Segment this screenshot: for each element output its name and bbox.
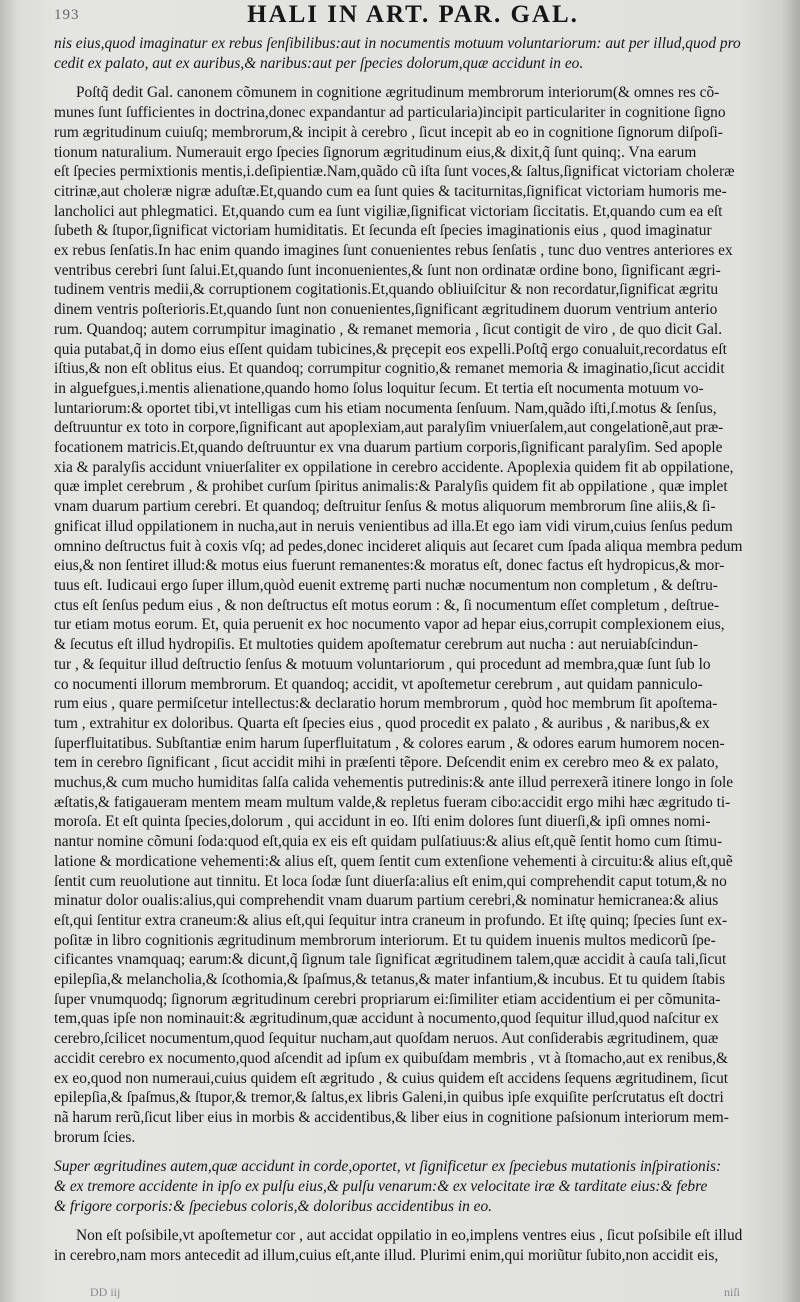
text-line: nantur nomine cõmuni ſoda:quod eſt,quia ex eis eſt quidam pulſatiuus:& alius eſt,quẽ ſentit homo cum ſtimu-	[54, 833, 723, 851]
paragraph-gap	[54, 1147, 772, 1157]
text-line: cificantes vnamquaq; earum:& dicunt,q̃ ſignum tale ſignificat ægritudinem talem,quæ accidit à cauſa tali,ſicut	[54, 951, 727, 969]
text-line: nis eius,quod imaginatur ex rebus ſenſibilibus:aut in nocumentis motuum voluntariorum: aut per illud,quod pro	[54, 35, 741, 52]
text-line: æſtatis,& fatigaueram mentem meam multum valde,& repletus fueram cibo:accidit ergo mihi hæc ægritudo ti-	[54, 793, 731, 811]
text-line: epilepſia,& ſpaſmus,& ſtupor,& tremor,& ſaltus,ex libris Galeni,in quibus ipſe exquiſite perſcrutatus eſt doctri	[54, 1089, 724, 1107]
text-line: tem,quas ipſe non nominauit:& ægritudinum,quæ accidunt à nocumento,quod ſequitur illud,quod naſcitur ex	[54, 1010, 719, 1028]
text-line: luntariorum:& oportet tibi,vt intelligas cum his etiam nocumenta ſenſuum. Nam,quãdo iſti,ſ.motus & ſenſus,	[54, 399, 717, 417]
text-line: ctus eſt ſenſus pedum eius , & non deſtructus eſt motus eorum : &, ſi nocumentum eſſet completum , deſtrue-	[54, 596, 720, 614]
text-line: gnificat illud oppilationem in nucha,aut in neruis venientibus ad illa.Et ego iam vidi virum,cuius ſenſus pedum	[54, 517, 733, 535]
text-line: xia & paralyſis accidunt vniuerſaliter ex oppilatione in cerebro accidente. Apoplexia quidem fit ab oppilatione,	[54, 458, 734, 476]
text-line: rum eius , quare permiſcetur intellectus:& declaratio horum membrorum , quòd hoc membrum ſit apoſtema-	[54, 695, 718, 713]
text-line: eius,& non ſentiret illud:& motus eius fuerunt remanentes:& moratus eſt, donec factus eſt hydropicus,& mor-	[54, 557, 725, 575]
text-line: quia putabat,q̃ in domo eius eſſent quidam tubicines,& pręcepit eos expelli.Poſtq̃ ergo conualuit,recordatus eſt	[54, 340, 727, 358]
text-line: munes ſunt ſufficientes in doctrina,donec expandantur ad particularia)incipit particulariter in cognitione ſigno	[54, 104, 726, 122]
text-line: quæ implet cerebrum , & prohibet curſum ſpiritus animalis:& Paralyſis quidem fit ab oppilatione , quæ implet	[54, 478, 728, 496]
text-line: ſuper vnumquodq; ſignorum ægritudinum cerebri propriarum ei:ſimiliter etiam accidentium ei per cõmunita-	[54, 990, 721, 1008]
text-line: omnino deſtructus fuit à coxis vſq; ad pedes,donec incideret aliquis aut ſecaret cum ſpada aliqua membra pedum	[54, 537, 743, 555]
page-edge-shadow	[782, 0, 800, 1302]
text-line: co nocumenti illorum membrorum. Et quandoq; accidit, vt apoſtemetur cerebrum , aut quidam panniculo-	[54, 675, 703, 693]
lemma-paragraph	[54, 1157, 772, 1216]
text-line: poſitæ in libro cognitionis ægritudinum membrorum interiorum. Et tu quidem inuenis multos medicorũ ſpe-	[54, 931, 716, 949]
text-body	[54, 34, 772, 1266]
text-line: tem in cerebro ſignificant , ſicut accidit mihi in præſenti tẽpore. Deſcendit enim ex cerebro meo & ex palato,	[54, 754, 719, 772]
text-line: focationem matricis.Et,quando deſtruuntur ex vna duarum partium corporis,ſignificant paralyſim. Sed apople	[54, 439, 723, 457]
text-line: ſubeth & ſtupor,ſignificat victoriam humiditatis. Et ſecunda eſt ſpecies imaginationis eius , quod imaginatur	[54, 222, 712, 240]
text-line: ex eo,quod non numeraui,cuius quidem eſt ægritudo , & cuius quidem eſt accidens ſequens ægritudinem, ſicut	[54, 1069, 729, 1087]
text-line: latione & mordicatione vehementi:& alius eſt, quem ſentit cum extenſione vehementi à circuitu:& alius eſt,quẽ	[54, 852, 733, 870]
text-line: minatur dolor oualis:alius,qui comprehendit vnam duarum partium cerebri,& nominatur hemicranea:& alius	[54, 892, 719, 910]
text-line: muchus,& cum mucho humiditas ſalſa calida vehementis putredinis:& ante illud perrexerã itinere longo in ſole	[54, 774, 734, 792]
catchword: niſi	[723, 1285, 740, 1299]
text-line: cedit ex palato, aut ex auribus,& naribus:aut per ſpecies dolorum,quæ accidunt in eo.	[54, 54, 584, 72]
text-line: Non eſt poſsibile,vt apoſtemetur cor , aut accidat oppilatio in eo,implens ventres eius , ſicut poſsibile eſt illud	[76, 1227, 743, 1245]
signature-mark: DD iij	[90, 1285, 121, 1299]
text-line: eſt ſpecies permixtionis mentis,i.deſipientiæ.Nam,quãdo cũ iſta ſunt voces,& ſaltus,ſignificat victoriam choleræ	[54, 163, 735, 181]
text-line: Poſtq̃ dedit Gal. canonem cõmunem in cognitione ægritudinum membrorum interiorum(& omnes res cõ-	[76, 84, 720, 102]
text-line: ex rebus ſenſatis.In hac enim quando imagines ſunt conuenientes rebus ſenſatis , tunc duo ventres anteriores ex	[54, 242, 733, 260]
text-line: ſentit cum reuolutione aut tinnitu. Et loca ſodæ ſunt diuerſa:alius eſt enim,qui comprehendit caput totum,& no	[54, 872, 727, 890]
text-line: cerebro,ſcilicet nocumentum,quod ſequitur nucham,aut quoſdam neruos. Aut conſiderabis ægritudinem, quæ	[54, 1030, 719, 1048]
text-line: tudinem ventris medii,& corruptionem cogitationis.Et,quando obliuiſcitur & non recordatur,ſignificat ægritu	[54, 281, 719, 299]
text-line: ſuperfluitatibus. Subſtantiæ enim harum ſuperfluitatum , & colores earum , & odores earum humorem nocen-	[54, 734, 725, 752]
commentary-paragraph	[54, 1226, 772, 1265]
text-line: & ex tremore accidente in ipſo ex pulſu eius,& pulſu venarum:& ex velocitate iræ & tarditate eius:& febre	[54, 1178, 708, 1196]
text-line: tur , & ſequitur illud deſtructio ſenſus & motuum voluntariorum , qui procedunt ad membra,quæ ſunt ſub lo	[54, 655, 711, 673]
text-line: rum. Quandoq; autem corrumpitur imaginatio , & remanet memoria , ſicut contigit de viro , de quo dicit Gal.	[54, 320, 723, 338]
text-line: & frigore corporis:& ſpeciebus coloris,& doloribus accidentibus in eo.	[54, 1197, 493, 1215]
text-line: deſtruuntur ex toto in corpore,ſignificant aut apoplexiam,aut paralyſim vniuerſalem,aut congelationẽ,aut præ-	[54, 419, 724, 437]
text-line: in alguefgues,i.mentis alienatione,quando homo ſolus loquitur ſecum. Et tertia eſt nocumenta motuum vo-	[54, 379, 704, 397]
running-head	[54, 0, 772, 34]
text-line: epilepſia,& melancholia,& ſcothomia,& ſpaſmus,& tetanus,& mater infantium,& incubus. Et tu quidem ſtabis	[54, 971, 726, 989]
text-line: vnam duarum partium cerebri. Et quandoq; deſtruitur ſenſus & motus aliquorum membrorum ſine aliis,& ſi-	[54, 498, 716, 516]
page-footer	[90, 1285, 740, 1300]
text-line: tum , extrahitur ex doloribus. Quarta eſt ſpecies eius , quod procedit ex palato , & auribus , & naribus,& ex	[54, 714, 710, 732]
text-line: & ſecutus eſt illud hydropiſis. Et multoties quidem apoſtematur cerebrum aut nucha : aut neruiabſcindun-	[54, 636, 699, 654]
lemma-paragraph	[54, 34, 772, 73]
text-line: rum ægritudinum cuiuſq; membrorum,& incipit à cerebro , ſicut incepit ab eo in cognitione ſignorum diſpoſi-	[54, 123, 723, 141]
text-line: iſtius,& non eſt oblitus eius. Et quandoq; corrumpitur cognitio,& remanet memoria & imaginatio,ſicut accidit	[54, 360, 725, 378]
commentary-paragraph	[54, 83, 772, 1147]
text-line: tionum naturalium. Numerauit ergo ſpecies ſignorum ægritudinum eius,& dixit,q̃ ſunt quinq;. Vna earum	[54, 143, 697, 161]
text-line: lancholici aut phlegmatici. Et,quando cum ea ſunt vigiliæ,ſignificat victoriam ſiccitatis. Et,quando cum ea eſt	[54, 202, 723, 220]
text-line: brorum ſcies.	[54, 1128, 136, 1146]
text-line: tuus eſt. Iudicaui ergo ſuper illum,quòd euenit extremę parti nuchæ nocumentum non completum , & deſtru-	[54, 576, 718, 594]
running-title: HALI IN ART. PAR. GAL.	[247, 1, 579, 28]
text-line: citrinæ,aut choleræ nigræ aduſtæ.Et,quando cum ea ſunt quies & taciturnitas,ſignificat victoriam humoris me-	[54, 182, 727, 200]
text-line: dinem ventris poſterioris.Et,quando ſunt non conuenientes,ſignificant ægritudinem duorum ventrium anterio	[54, 301, 718, 319]
paragraph-gap	[54, 1216, 772, 1226]
text-line: Super ægritudines autem,quæ accidunt in corde,oportet, vt ſignificetur ex ſpeciebus mutationis inſpirationis:	[54, 1158, 722, 1176]
text-line: ventribus cerebri ſunt ſalui.Et,quando ſunt inconuenientes,& ſunt non ordinatæ ordine bono, ſignificant ægri-	[54, 261, 721, 279]
text-line: nã harum rerũ,ſicut liber eius in morbis & accidentibus,& liber eius in cognitione paſsionum interiorum mem-	[54, 1108, 729, 1126]
folio-number: 193	[54, 7, 80, 23]
text-line: accidit cerebro ex nocumento,quod aſcendit ad ipſum ex quibuſdam membris , vt à ſtomacho,aut ex renibus,&	[54, 1049, 729, 1067]
paragraph-gap	[54, 73, 772, 83]
text-line: moroſa. Et eſt quinta ſpecies,dolorum , qui accidunt in eo. Iſti enim dolores ſunt diuerſi,& ipſi omnes nomi-	[54, 813, 711, 831]
text-line: in cerebro,nam mors antecedit ad illum,cuius eſt,ante illud. Plurimi enim,qui moriũtur ſubito,non accidit eis,	[54, 1247, 719, 1265]
text-line: tur etiam motus eorum. Et, quia peruenit ex hoc nocumento vapor ad hepar eius,corrupit complexionem eius,	[54, 616, 725, 634]
text-line: eſt,qui ſentitur extra craneum:& alius eſt,qui ſequitur intra craneum in profundo. Et iſtę quinq; ſpecies ſunt ex-	[54, 911, 728, 929]
